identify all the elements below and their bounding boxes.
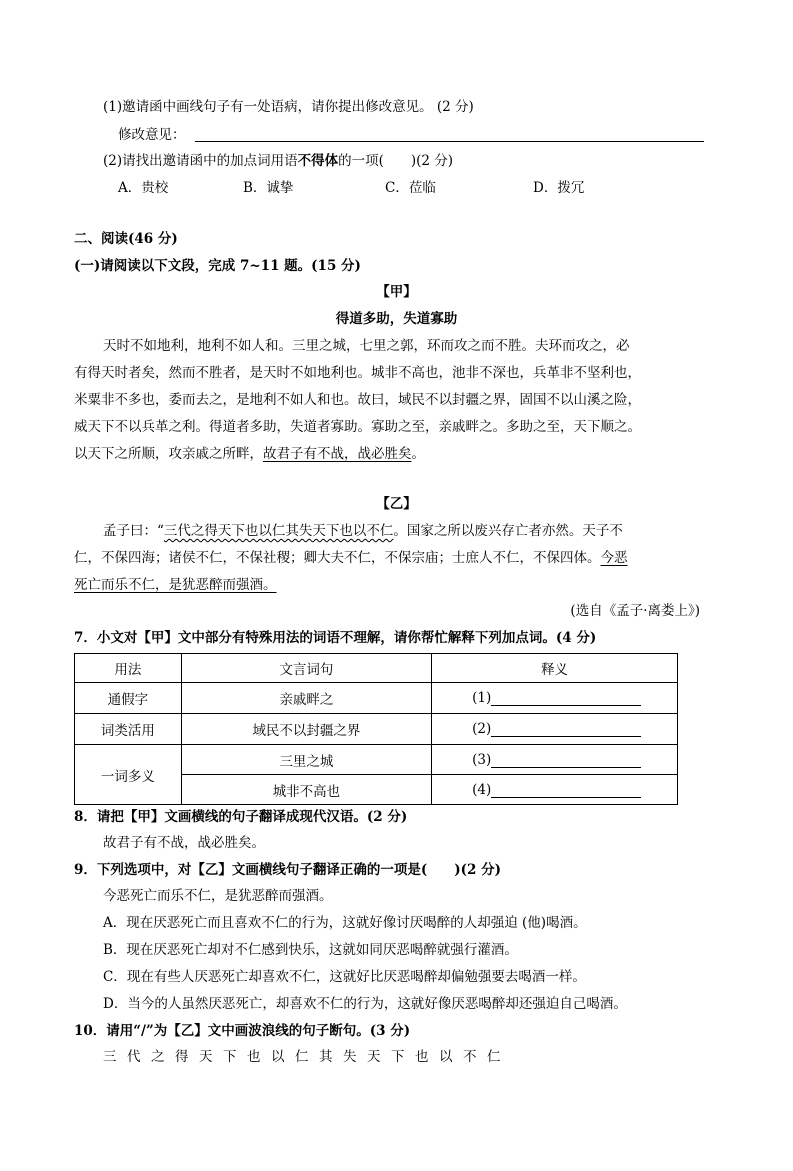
option-a: A．贵校: [118, 180, 169, 196]
q-prev-sub1-label: 修改意见：: [118, 127, 186, 143]
phrase-cell: 三里之城: [181, 745, 431, 775]
q9-option-b: B．现在厌恶死亡却对不仁感到快乐，这就如同厌恶喝醉就强行灌酒。: [103, 942, 518, 958]
q9-option-d: D．当今的人虽然厌恶死亡，却喜欢不仁的行为，这就好像厌恶喝醉却还强迫自己喝酒。: [103, 996, 627, 1012]
option-d: D．拨冗: [533, 180, 585, 196]
usage-cell: 一词多义: [75, 745, 182, 805]
answer-cell[interactable]: (1): [432, 683, 678, 714]
passage-jia-line: 天时不如地利，地利不如人和。三里之城，七里之郭，环而攻之而不胜。夫环而攻之，必: [103, 338, 630, 354]
q-prev-sub1: (1)邀请函中画线句子有一处语病，请你提出修改意见。 (2 分): [103, 99, 474, 115]
passage-yi-line: 仁，不保四海；诸侯不仁，不保社稷；卿大夫不仁，不保宗庙；士庶人不仁，不保四体。今恶: [74, 550, 628, 566]
passage-jia-title: 得道多助，失道寡助: [335, 311, 458, 327]
q7-table: [74, 653, 678, 805]
table-header: 文言词句: [181, 654, 431, 683]
table-header: 用法: [75, 654, 182, 683]
passage-jia-line: 米粟非不多也，委而去之，是地利不如人和也。故曰，域民不以封疆之界，固国不以山溪之险，: [74, 392, 641, 408]
option-b: B．诚挚: [243, 180, 294, 196]
table-row: [75, 683, 678, 714]
passage-yi-line: 孟子曰：“三代之得天下也以仁其失天下也以不仁。国家之所以废兴存亡者亦然。天子不: [103, 523, 623, 539]
q9-quote: 今恶死亡而乐不仁，是犹恶醉而强酒。: [103, 888, 333, 904]
q9-option-c: C．现在有些人厌恶死亡却喜欢不仁，这就好比厌恶喝醉却偏勉强要去喝酒一样。: [103, 969, 586, 985]
q9-option-a: A．现在厌恶死亡而且喜欢不仁的行为，这就好像讨厌喝醉的人却强迫 (他)喝酒。: [103, 915, 587, 931]
passage-source: (选自《孟子·离娄上》): [570, 603, 700, 619]
usage-cell: 通假字: [75, 683, 182, 714]
answer-cell[interactable]: (2): [432, 714, 678, 745]
table-row: [75, 714, 678, 745]
phrase-cell: 城非不高也: [181, 775, 431, 805]
section-subtitle: (一)请阅读以下文段，完成 7~11 题。(15 分): [74, 258, 361, 274]
q10-stem: 10．请用“/”为【乙】文中画波浪线的句子断句。(3 分): [74, 1023, 411, 1039]
q7-stem: 7．小文对【甲】文中部分有特殊用法的词语不理解，请你帮忙解释下列加点词。(4 分): [74, 630, 597, 646]
q-prev-sub2: (2)请找出邀请函中的加点词用语不得体的一项( )(2 分): [103, 153, 454, 169]
q8-stem: 8．请把【甲】文画横线的句子翻译成现代汉语。(2 分): [74, 809, 408, 825]
table-header-row: [75, 654, 678, 683]
section-title: 二、阅读(46 分): [74, 231, 178, 247]
table-row: [75, 745, 678, 775]
phrase-cell: 亲戚畔之: [181, 683, 431, 714]
answer-cell[interactable]: (4): [432, 775, 678, 805]
answer-cell[interactable]: (3): [432, 745, 678, 775]
option-c: C．莅临: [385, 180, 436, 196]
passage-jia-line: 以天下之所顺，攻亲戚之所畔，故君子有不战，战必胜矣。: [74, 446, 425, 462]
answer-line: [195, 141, 704, 142]
passage-yi-line: 死亡而乐不仁，是犹恶醉而强酒。: [74, 577, 277, 593]
table-header: 释义: [432, 654, 678, 683]
passage-jia-line: 有得天时者矣，然而不胜者，是天时不如地利也。城非不高也，池非不深也，兵革非不坚利也，: [74, 365, 641, 381]
q10-chars: 三代之得天下也以仁其失天下也以不仁: [103, 1049, 511, 1065]
passage-yi-marker: 【乙】: [376, 496, 417, 512]
passage-jia-line: 威天下不以兵革之利。得道者多助，失道者寡助。寡助之至，亲戚畔之。多助之至，天下顺之。: [74, 419, 641, 435]
usage-cell: 词类活用: [75, 714, 182, 745]
passage-jia-marker: 【甲】: [376, 284, 417, 300]
q8-quote: 故君子有不战，战必胜矣。: [103, 835, 265, 851]
phrase-cell: 域民不以封疆之界: [181, 714, 431, 745]
q9-stem: 9．下列选项中，对【乙】文画横线句子翻译正确的一项是( )(2 分): [74, 862, 502, 878]
